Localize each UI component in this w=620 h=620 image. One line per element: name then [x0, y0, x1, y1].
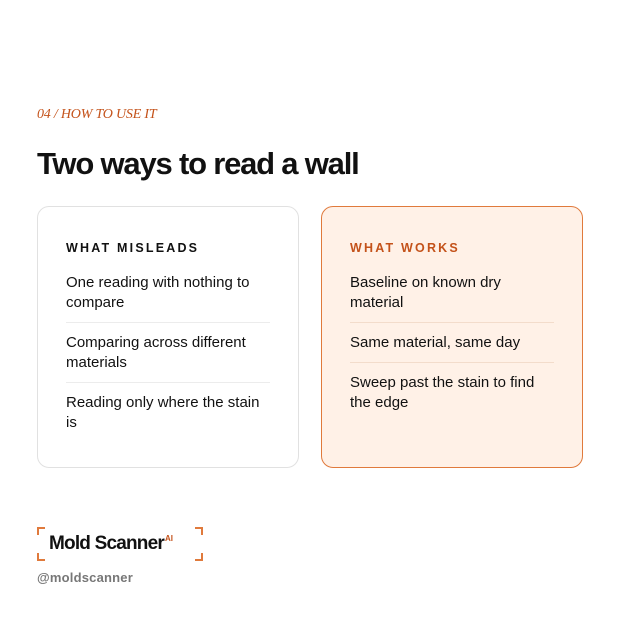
brand-logo [37, 527, 203, 561]
corner-bracket-icon [37, 527, 45, 535]
page-title: Two ways to read a wall [37, 146, 359, 181]
list-item: Comparing across different materials [66, 333, 270, 383]
corner-bracket-icon [195, 553, 203, 561]
corner-bracket-icon [195, 527, 203, 535]
what-misleads-card [37, 206, 299, 468]
section-eyebrow: 04 / HOW TO USE IT [37, 107, 157, 122]
card-heading: WHAT WORKS [350, 241, 460, 255]
list-item: Same material, same day [350, 333, 554, 363]
corner-bracket-icon [37, 553, 45, 561]
brand-ai-badge: AI [164, 534, 173, 543]
list-item: Baseline on known dry material [350, 273, 554, 323]
brand-name: Mold Scanner [49, 533, 164, 554]
list-item: Reading only where the stain is [66, 394, 260, 431]
what-works-card [321, 206, 583, 468]
brand-name-wrap [49, 533, 173, 555]
list-item: One reading with nothing to compare [66, 273, 270, 323]
list-item: Sweep past the stain to find the edge [350, 374, 535, 411]
card-heading: WHAT MISLEADS [66, 241, 200, 255]
social-handle: @moldscanner [37, 570, 133, 585]
